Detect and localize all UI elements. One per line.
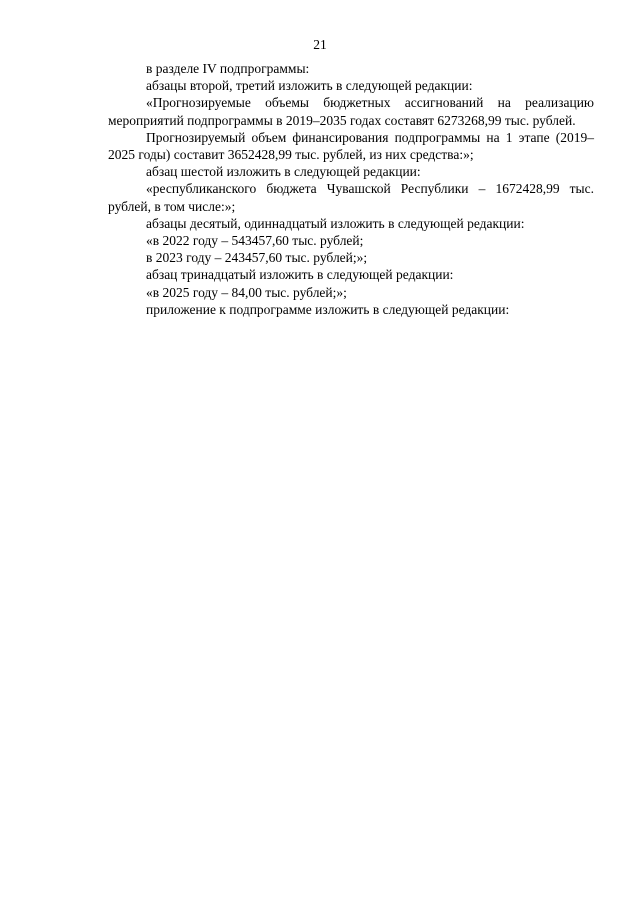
paragraph: абзацы десятый, одиннадцатый изложить в следующей редакции:	[146, 215, 525, 231]
paragraph: абзац шестой изложить в следующей редакции:	[146, 164, 421, 180]
paragraph: «республиканского бюджета Чувашской Республики – 1672428,99 тыс. рублей, в том числе:»;	[108, 181, 594, 214]
paragraph: «в 2025 году – 84,00 тыс. рублей;»;	[146, 284, 347, 300]
paragraph: абзац тринадцатый изложить в следующей редакции:	[146, 267, 454, 283]
paragraph: «в 2022 году – 543457,60 тыс. рублей;	[146, 233, 364, 249]
paragraph: абзацы второй, третий изложить в следующей редакции:	[146, 78, 473, 94]
document-body	[108, 60, 594, 318]
paragraph: в разделе IV подпрограммы:	[146, 61, 310, 76]
paragraph: «Прогнозируемые объемы бюджетных ассигнований на реализацию мероприятий подпрограммы в 2019–2035 годах составят 6273268,99 тыс. рублей.	[108, 95, 594, 128]
paragraph: Прогнозируемый объем финансирования подпрограммы на 1 этапе (2019–2025 годы) составит 3652428,99 тыс. рублей, из них средства:»;	[108, 129, 594, 163]
paragraph: в 2023 году – 243457,60 тыс. рублей;»;	[146, 250, 368, 266]
paragraph: приложение к подпрограмме изложить в следующей редакции:	[146, 301, 510, 317]
page-number: 21	[313, 37, 327, 52]
